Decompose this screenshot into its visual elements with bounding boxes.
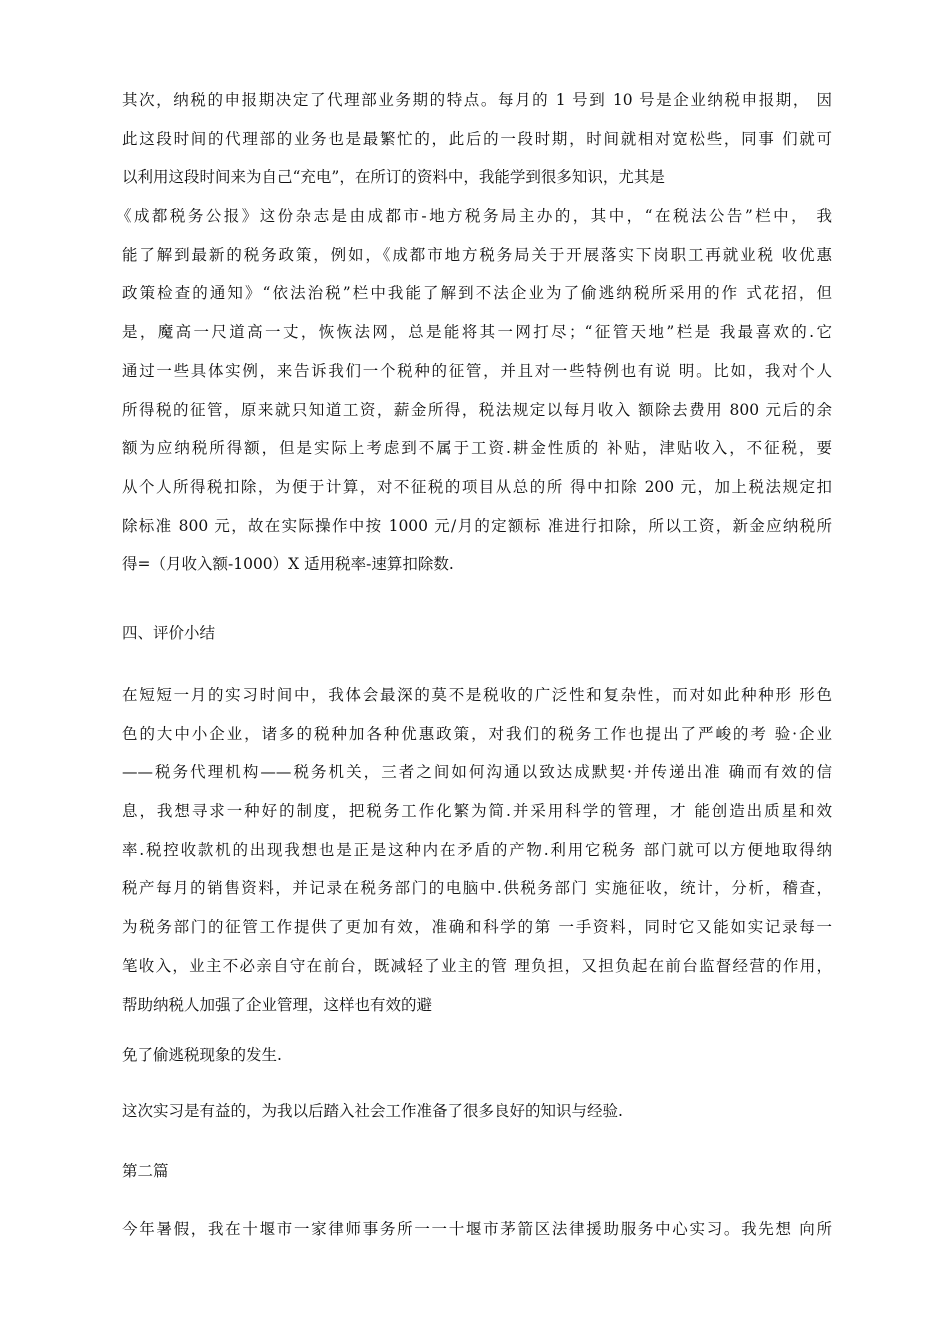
text-line: 除标准 800 元，故在实际操作中按 1000 元/月的定额标 准进行扣除，所以工资，新金应纳税所 (122, 516, 832, 535)
text-line: 能了解到最新的税务政策，例如，《成都市地方税务局关于开展落实下岗职工再就业税 收优惠 (122, 245, 832, 264)
text-line: 政策检查的通知》“依法治税”栏中我能了解到不法企业为了偷逃纳税所采用的作 式花招，但 (122, 284, 832, 303)
text-line: 从个人所得税扣除，为便于计算，对不征税的项目从总的所 得中扣除 200 元，加上税法规定扣 (122, 477, 832, 496)
text-line: 得=（月收入额-1000）X 适用税率-速算扣除数. (122, 555, 454, 574)
text-line: 以利用这段时间来为自己“充电”，在所订的资料中，我能学到很多知识，尤其是 (122, 168, 665, 187)
text-line: 免了偷逃税现象的发生. (122, 1046, 282, 1064)
text-line: 为税务部门的征管工作提供了更加有效，准确和科学的第 一手资料，同时它又能如实记录每一 (122, 918, 832, 937)
paragraph-evaluation (122, 676, 832, 1024)
text-line: 息，我想寻求一种好的制度，把税务工作化繁为简.并采用科学的管理，才 能创造出质星和效 (122, 802, 832, 821)
text-line: 帮助纳税人加强了企业管理，这样也有效的避 (122, 995, 433, 1014)
text-line: 是，魔高一尺道高一丈，恢恢法网，总是能将其一网打尽；“征管天地”栏是 我最喜欢的.它 (122, 323, 832, 342)
section-heading: 四、评价小结 (122, 624, 216, 642)
text-line: 色的大中小企业，诸多的税种加各种优惠政策，对我们的税务工作也提出了严峻的考 验·企业 (122, 724, 832, 743)
section-heading: 第二篇 (122, 1162, 169, 1180)
text-line: 笔收入，业主不必亲自守在前台，既减轻了业主的管 理负担，又担负起在前台监督经营的作用， (122, 956, 832, 975)
text-line: 在短短一月的实习时间中，我体会最深的莫不是税收的广泛性和复杂性，而对如此种种形 形色 (122, 686, 832, 704)
text-line: 率.税控收款机的出现我想也是正是这种内在矛盾的产物.利用它税务 部门就可以方便地取得纳 (122, 840, 832, 859)
text-line: 税产每月的销售资料，并记录在税务部门的电脑中.供税务部门 实施征收，统计，分析，稽查， (122, 879, 832, 898)
text-line: 此这段时间的代理部的业务也是最繁忙的，此后的一段时期，时间就相对宽松些，同事 们就可 (122, 129, 832, 148)
text-line: 额为应纳税所得额，但是实际上考虑到不属于工资.耕金性质的 补贴，津贴收入，不征税，要 (122, 439, 832, 458)
text-line: 通过一些具体实例，来告诉我们一个税种的征管，并且对一些特例也有说 明。比如，我对个人 (122, 361, 832, 380)
text-line: 其次，纳税的申报期决定了代理部业务期的特点。每月的 1 号到 10 号是企业纳税申报期， 因 (122, 91, 832, 109)
paragraph-second (122, 1210, 832, 1249)
paragraph-tax-period (116, 81, 832, 584)
text-line: 所得税的征管，原来就只知道工资，薪金所得，税法规定以每月收入 额除去费用 800 元后的余 (122, 400, 832, 419)
text-line: 《成都税务公报》这份杂志是由成都市-地方税务局主办的，其中，“在税法公告”栏中， 我 (116, 207, 832, 226)
text-line: 今年暑假，我在十堰市一家律师事务所一一十堰市茅箭区法律援助服务中心实习。我先想 向所 (122, 1220, 832, 1238)
text-line: ——税务代理机构——税务机关，三者之间如何沟通以致达成默契·并传递出准 确而有效的信 (122, 763, 832, 782)
summary-line: 这次实习是有益的，为我以后踏入社会工作准备了很多良好的知识与经验. (122, 1102, 623, 1120)
